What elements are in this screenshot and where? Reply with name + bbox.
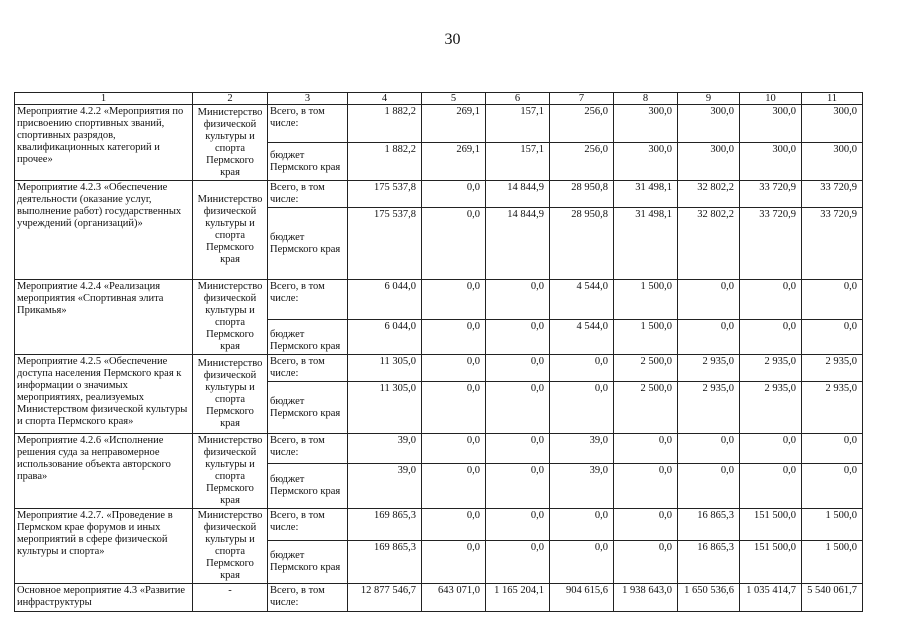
- activity-title: Мероприятие 4.2.3 «Обеспечение деятельности (оказание услуг, выполнение работ) государственных учреждений (организаций)»: [15, 181, 193, 280]
- value-cell: 0,0: [614, 509, 678, 541]
- value-cell: 0,0: [678, 464, 740, 509]
- value-cell: 0,0: [486, 280, 550, 320]
- value-cell: 643 071,0: [422, 584, 486, 612]
- value-cell: 0,0: [486, 382, 550, 434]
- value-cell: 0,0: [678, 434, 740, 464]
- value-cell: 256,0: [550, 143, 614, 181]
- value-cell: 16 865,3: [678, 540, 740, 583]
- value-cell: 0,0: [802, 319, 863, 354]
- value-cell: 33 720,9: [740, 181, 802, 208]
- value-cell: 157,1: [486, 105, 550, 143]
- value-cell: 157,1: [486, 143, 550, 181]
- value-cell: 0,0: [550, 355, 614, 382]
- header-cell: 3: [268, 93, 348, 105]
- value-cell: 0,0: [486, 509, 550, 541]
- activity-total-row: [15, 105, 863, 143]
- value-cell: 2 500,0: [614, 382, 678, 434]
- value-cell: 1 882,2: [348, 143, 422, 181]
- value-cell: 1 938 643,0: [614, 584, 678, 612]
- value-cell: 1 500,0: [614, 319, 678, 354]
- value-cell: 1 500,0: [614, 280, 678, 320]
- source-total-label: Всего, в том числе:: [268, 181, 348, 208]
- value-cell: 300,0: [614, 143, 678, 181]
- source-total-label: Всего, в том числе:: [268, 105, 348, 143]
- value-cell: 0,0: [550, 540, 614, 583]
- value-cell: 6 044,0: [348, 319, 422, 354]
- activity-total-row: [15, 280, 863, 320]
- value-cell: 175 537,8: [348, 181, 422, 208]
- source-budget-label: бюджет Пермского края: [268, 464, 348, 509]
- header-cell: 1: [15, 93, 193, 105]
- value-cell: 0,0: [486, 434, 550, 464]
- value-cell: 0,0: [422, 181, 486, 208]
- header-cell: 6: [486, 93, 550, 105]
- value-cell: 32 802,2: [678, 208, 740, 280]
- header-cell: 9: [678, 93, 740, 105]
- activity-title: Мероприятие 4.2.4 «Реализация мероприятия «Спортивная элита Прикамья»: [15, 280, 193, 355]
- value-cell: 2 935,0: [802, 355, 863, 382]
- executor-cell: Министерство физической культуры и спорта Пермского края: [193, 509, 268, 584]
- value-cell: 0,0: [614, 434, 678, 464]
- value-cell: 39,0: [550, 434, 614, 464]
- value-cell: 0,0: [422, 509, 486, 541]
- value-cell: 0,0: [550, 509, 614, 541]
- activity-title: Мероприятие 4.2.7. «Проведение в Пермском крае форумов и иных мероприятий в сфере физической культуры и спорта»: [15, 509, 193, 584]
- value-cell: 2 500,0: [614, 355, 678, 382]
- activity-title: Мероприятие 4.2.2 «Мероприятия по присвоению спортивных званий, спортивных разрядов, квалификационных категорий и прочее»: [15, 105, 193, 181]
- value-cell: 0,0: [422, 434, 486, 464]
- executor-cell: Министерство физической культуры и спорта Пермского края: [193, 181, 268, 280]
- header-cell: 4: [348, 93, 422, 105]
- value-cell: 0,0: [486, 464, 550, 509]
- value-cell: 11 305,0: [348, 382, 422, 434]
- value-cell: 0,0: [740, 319, 802, 354]
- value-cell: 2 935,0: [678, 382, 740, 434]
- value-cell: 169 865,3: [348, 509, 422, 541]
- main-activity-title: Основное мероприятие 4.3 «Развитие инфраструктуры: [15, 584, 193, 612]
- value-cell: 1 650 536,6: [678, 584, 740, 612]
- value-cell: 0,0: [486, 540, 550, 583]
- page-number: 30: [444, 31, 461, 48]
- value-cell: 0,0: [678, 280, 740, 320]
- header-row: [15, 93, 863, 105]
- value-cell: 0,0: [422, 319, 486, 354]
- value-cell: 0,0: [422, 382, 486, 434]
- activity-title: Мероприятие 4.2.5 «Обеспечение доступа населения Пермского края к информации о значимых мероприятиях, реализуемых Министерством физической культуры и спорта Пермского края»: [15, 355, 193, 434]
- value-cell: 0,0: [614, 540, 678, 583]
- value-cell: 0,0: [802, 464, 863, 509]
- value-cell: 14 844,9: [486, 208, 550, 280]
- value-cell: 2 935,0: [740, 382, 802, 434]
- value-cell: 300,0: [740, 143, 802, 181]
- activity-total-row: [15, 434, 863, 464]
- value-cell: 31 498,1: [614, 181, 678, 208]
- activity-total-row: [15, 355, 863, 382]
- header-cell: 8: [614, 93, 678, 105]
- value-cell: 1 035 414,7: [740, 584, 802, 612]
- executor-cell: Министерство физической культуры и спорта Пермского края: [193, 280, 268, 355]
- value-cell: 904 615,6: [550, 584, 614, 612]
- value-cell: 1 165 204,1: [486, 584, 550, 612]
- activity-total-row: [15, 509, 863, 541]
- value-cell: 0,0: [422, 540, 486, 583]
- value-cell: 0,0: [422, 208, 486, 280]
- value-cell: 2 935,0: [740, 355, 802, 382]
- header-cell: 2: [193, 93, 268, 105]
- value-cell: 0,0: [422, 355, 486, 382]
- value-cell: 0,0: [422, 464, 486, 509]
- source-budget-label: бюджет Пермского края: [268, 382, 348, 434]
- source-total-label: Всего, в том числе:: [268, 280, 348, 320]
- value-cell: 4 544,0: [550, 280, 614, 320]
- value-cell: 16 865,3: [678, 509, 740, 541]
- activity-total-row: [15, 181, 863, 208]
- value-cell: 0,0: [740, 434, 802, 464]
- budget-table: [14, 92, 863, 612]
- source-budget-label: бюджет Пермского края: [268, 208, 348, 280]
- value-cell: 5 540 061,7: [802, 584, 863, 612]
- value-cell: 33 720,9: [740, 208, 802, 280]
- source-budget-label: бюджет Пермского края: [268, 540, 348, 583]
- source-total-label: Всего, в том числе:: [268, 584, 348, 612]
- value-cell: 39,0: [550, 464, 614, 509]
- value-cell: 269,1: [422, 143, 486, 181]
- value-cell: 300,0: [740, 105, 802, 143]
- value-cell: 300,0: [614, 105, 678, 143]
- executor-cell: Министерство физической культуры и спорта Пермского края: [193, 434, 268, 509]
- value-cell: 1 500,0: [802, 509, 863, 541]
- value-cell: 300,0: [802, 105, 863, 143]
- source-total-label: Всего, в том числе:: [268, 509, 348, 541]
- value-cell: 33 720,9: [802, 208, 863, 280]
- value-cell: 11 305,0: [348, 355, 422, 382]
- main-activity-row: [15, 584, 863, 612]
- value-cell: 0,0: [802, 280, 863, 320]
- value-cell: 0,0: [614, 464, 678, 509]
- value-cell: 169 865,3: [348, 540, 422, 583]
- header-cell: 11: [802, 93, 863, 105]
- value-cell: 14 844,9: [486, 181, 550, 208]
- activity-title: Мероприятие 4.2.6 «Исполнение решения суда за неправомерное использование объекта авторского права»: [15, 434, 193, 509]
- value-cell: 256,0: [550, 105, 614, 143]
- value-cell: 269,1: [422, 105, 486, 143]
- value-cell: 0,0: [802, 434, 863, 464]
- value-cell: 28 950,8: [550, 181, 614, 208]
- header-cell: 5: [422, 93, 486, 105]
- value-cell: 1 882,2: [348, 105, 422, 143]
- value-cell: 32 802,2: [678, 181, 740, 208]
- value-cell: 1 500,0: [802, 540, 863, 583]
- value-cell: 300,0: [678, 143, 740, 181]
- executor-cell: Министерство физической культуры и спорта Пермского края: [193, 105, 268, 181]
- value-cell: 2 935,0: [678, 355, 740, 382]
- value-cell: 0,0: [422, 280, 486, 320]
- value-cell: 39,0: [348, 434, 422, 464]
- header-cell: 10: [740, 93, 802, 105]
- value-cell: 0,0: [740, 280, 802, 320]
- value-cell: 31 498,1: [614, 208, 678, 280]
- value-cell: 0,0: [740, 464, 802, 509]
- source-budget-label: бюджет Пермского края: [268, 319, 348, 354]
- source-budget-label: бюджет Пермского края: [268, 143, 348, 181]
- executor-cell: Министерство физической культуры и спорта Пермского края: [193, 355, 268, 434]
- source-total-label: Всего, в том числе:: [268, 434, 348, 464]
- value-cell: 300,0: [802, 143, 863, 181]
- value-cell: 151 500,0: [740, 540, 802, 583]
- value-cell: 175 537,8: [348, 208, 422, 280]
- header-cell: 7: [550, 93, 614, 105]
- value-cell: 39,0: [348, 464, 422, 509]
- executor-cell: -: [193, 584, 268, 612]
- value-cell: 0,0: [486, 355, 550, 382]
- value-cell: 28 950,8: [550, 208, 614, 280]
- value-cell: 4 544,0: [550, 319, 614, 354]
- value-cell: 0,0: [486, 319, 550, 354]
- value-cell: 0,0: [678, 319, 740, 354]
- value-cell: 300,0: [678, 105, 740, 143]
- value-cell: 0,0: [550, 382, 614, 434]
- value-cell: 151 500,0: [740, 509, 802, 541]
- value-cell: 6 044,0: [348, 280, 422, 320]
- value-cell: 33 720,9: [802, 181, 863, 208]
- source-total-label: Всего, в том числе:: [268, 355, 348, 382]
- value-cell: 12 877 546,7: [348, 584, 422, 612]
- value-cell: 2 935,0: [802, 382, 863, 434]
